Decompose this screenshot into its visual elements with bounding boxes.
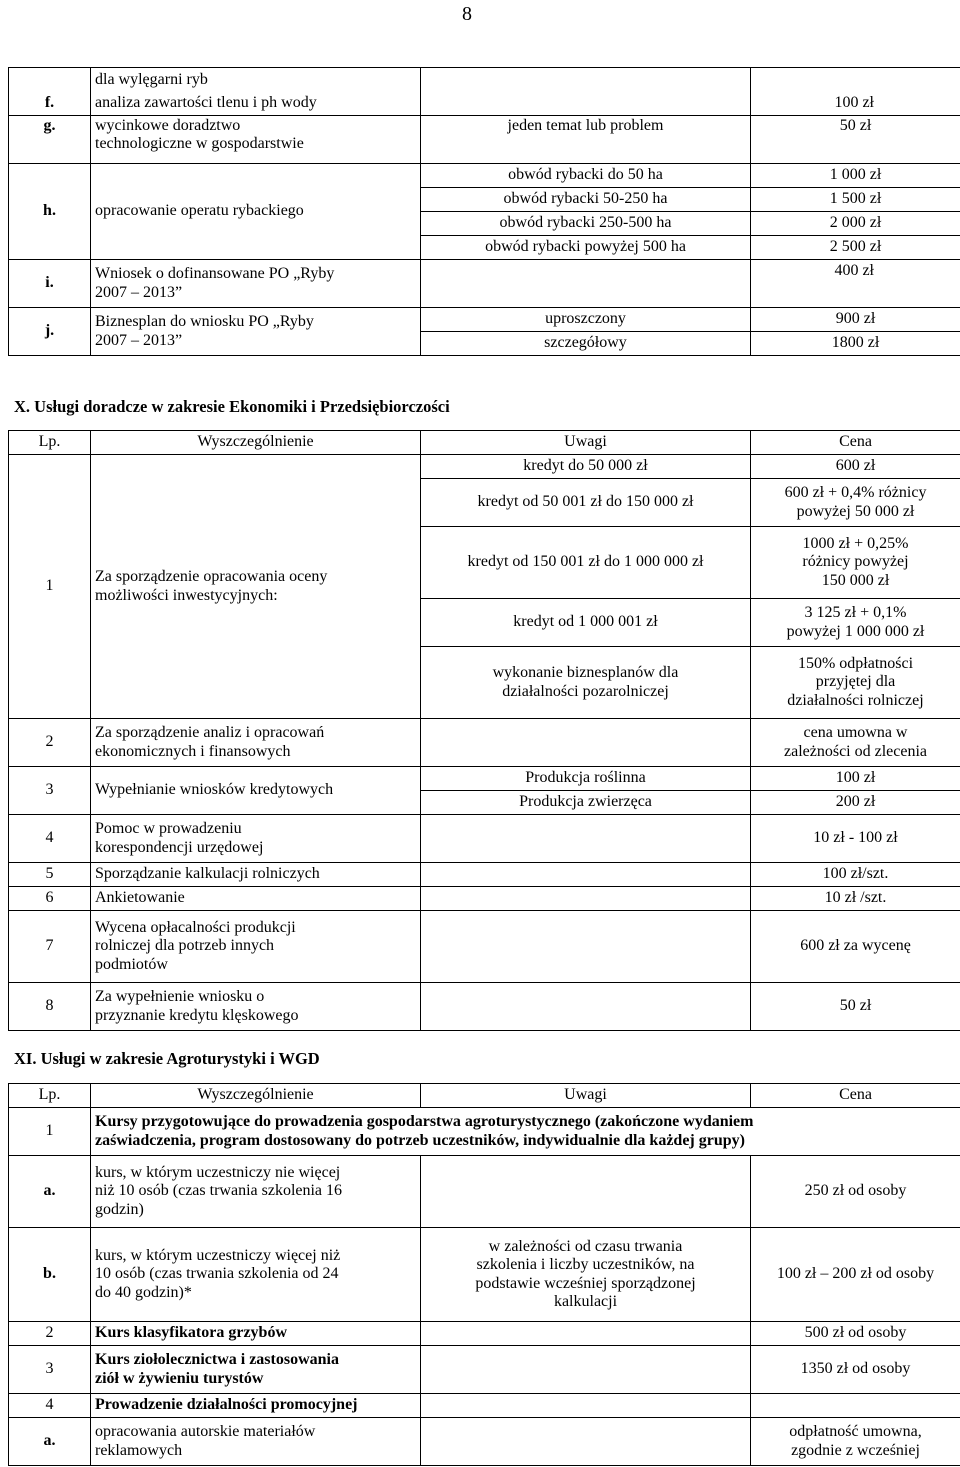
item-price: 600 zł za wycenę bbox=[751, 911, 960, 983]
lp-cell: 1 bbox=[9, 455, 91, 719]
item-price: 600 zł bbox=[751, 455, 960, 479]
item-price: 900 zł bbox=[751, 308, 960, 332]
item-name: opracowania autorskie materiałów reklamowych bbox=[91, 1418, 421, 1466]
item-name: Kurs klasyfikatora grzybów bbox=[91, 1322, 421, 1346]
item-note: obwód rybacki powyżej 500 ha bbox=[421, 236, 751, 260]
item-price: 100 zł/szt. bbox=[751, 863, 960, 887]
item-name: Ankietowanie bbox=[91, 887, 421, 911]
item-note: kredyt do 50 000 zł bbox=[421, 455, 751, 479]
item-price: 100 zł bbox=[751, 92, 960, 116]
section-xi-title: XI. Usługi w zakresie Agroturystyki i WGD bbox=[14, 1049, 320, 1068]
lp-cell: 4 bbox=[9, 1394, 91, 1418]
item-name: Pomoc w prowadzeniu korespondencji urzędowej bbox=[91, 815, 421, 863]
item-name: Prowadzenie działalności promocyjnej bbox=[91, 1394, 421, 1418]
item-name: kurs, w którym uczestniczy więcej niż 10 osób (czas trwania szkolenia od 24 do 40 godzin)* bbox=[91, 1228, 421, 1322]
lp-cell: i. bbox=[9, 260, 91, 308]
item-note: wykonanie biznesplanów dla działalności pozarolniczej bbox=[421, 647, 751, 719]
section-x-title: X. Usługi doradcze w zakresie Ekonomiki i Przedsiębiorczości bbox=[14, 397, 450, 416]
lp-cell: g. bbox=[9, 116, 91, 164]
item-name: wycinkowe doradztwo technologiczne w gospodarstwie bbox=[91, 116, 421, 164]
item-price: 1000 zł + 0,25% różnicy powyżej 150 000 zł bbox=[751, 527, 960, 599]
item-note: jeden temat lub problem bbox=[421, 116, 751, 164]
header-notes: Uwagi bbox=[421, 431, 751, 455]
item-note: szczegółowy bbox=[421, 332, 751, 356]
item-price: 100 zł – 200 zł od osoby bbox=[751, 1228, 960, 1322]
lp-cell: 5 bbox=[9, 863, 91, 887]
lp-cell: 8 bbox=[9, 983, 91, 1031]
header-lp: Lp. bbox=[9, 1084, 91, 1108]
header-name: Wyszczególnienie bbox=[91, 1084, 421, 1108]
lp-cell: j. bbox=[9, 308, 91, 356]
item-name: opracowanie operatu rybackiego bbox=[91, 164, 421, 260]
item-price: 1 500 zł bbox=[751, 188, 960, 212]
item-price: 1350 zł od osoby bbox=[751, 1346, 960, 1394]
item-note: w zależności od czasu trwania szkolenia i liczby uczestników, na podstawie wcześniej sporządzonej kalkulacji bbox=[421, 1228, 751, 1322]
header-price: Cena bbox=[751, 1084, 960, 1108]
item-price: 100 zł bbox=[751, 767, 960, 791]
item-name: dla wylęgarni ryb bbox=[91, 68, 421, 92]
item-note: obwód rybacki 250-500 ha bbox=[421, 212, 751, 236]
course-group-title: Kursy przygotowujące do prowadzenia gospodarstwa agroturystycznego (zakończone wydaniem zaświadczenia, program dostosowany do potrzeb uczestników, indywidualnie dla każdej grupy) bbox=[91, 1108, 960, 1156]
item-name: Wniosek o dofinansowane PO „Ryby 2007 – 2013” bbox=[91, 260, 421, 308]
lp-cell: 7 bbox=[9, 911, 91, 983]
item-price: 1 000 zł bbox=[751, 164, 960, 188]
item-price: 400 zł bbox=[751, 260, 960, 308]
item-price: cena umowna w zależności od zlecenia bbox=[751, 719, 960, 767]
header-lp: Lp. bbox=[9, 431, 91, 455]
item-note: kredyt od 50 001 zł do 150 000 zł bbox=[421, 479, 751, 527]
item-price: 150% odpłatności przyjętej dla działalności rolniczej bbox=[751, 647, 960, 719]
lp-cell: 4 bbox=[9, 815, 91, 863]
item-price: odpłatność umowna, zgodnie z wcześniej bbox=[751, 1418, 960, 1466]
lp-cell: 6 bbox=[9, 887, 91, 911]
item-price: 50 zł bbox=[751, 116, 960, 164]
lp-cell: 2 bbox=[9, 719, 91, 767]
agritourism-services-table bbox=[8, 1083, 960, 1466]
item-name: Za sporządzenie analiz i opracowań ekonomicznych i finansowych bbox=[91, 719, 421, 767]
item-name: Biznesplan do wniosku PO „Ryby 2007 – 2013” bbox=[91, 308, 421, 356]
item-price: 50 zł bbox=[751, 983, 960, 1031]
header-name: Wyszczególnienie bbox=[91, 431, 421, 455]
fishery-services-table bbox=[8, 67, 960, 356]
lp-cell: 3 bbox=[9, 767, 91, 815]
item-price: 500 zł od osoby bbox=[751, 1322, 960, 1346]
item-name: Za sporządzenie opracowania oceny możliwości inwestycyjnych: bbox=[91, 455, 421, 719]
item-name: Kurs ziołolecznictwa i zastosowania ziół w żywieniu turystów bbox=[91, 1346, 421, 1394]
item-note: obwód rybacki 50-250 ha bbox=[421, 188, 751, 212]
economics-services-table bbox=[8, 430, 960, 1031]
item-note: kredyt od 1 000 001 zł bbox=[421, 599, 751, 647]
lp-cell: 3 bbox=[9, 1346, 91, 1394]
item-name: Wycena opłacalności produkcji rolniczej dla potrzeb innych podmiotów bbox=[91, 911, 421, 983]
item-price: 2 000 zł bbox=[751, 212, 960, 236]
item-price: 200 zł bbox=[751, 791, 960, 815]
lp-cell: 1 bbox=[9, 1108, 91, 1156]
item-price: 250 zł od osoby bbox=[751, 1156, 960, 1228]
lp-cell: 2 bbox=[9, 1322, 91, 1346]
item-note: uproszczony bbox=[421, 308, 751, 332]
lp-cell: a. bbox=[9, 1156, 91, 1228]
item-note: Produkcja zwierzęca bbox=[421, 791, 751, 815]
item-name: Za wypełnienie wniosku o przyznanie kredytu klęskowego bbox=[91, 983, 421, 1031]
item-name: Wypełnianie wniosków kredytowych bbox=[91, 767, 421, 815]
item-price: 10 zł - 100 zł bbox=[751, 815, 960, 863]
lp-cell: h. bbox=[9, 164, 91, 260]
item-price: 600 zł + 0,4% różnicy powyżej 50 000 zł bbox=[751, 479, 960, 527]
item-price: 1800 zł bbox=[751, 332, 960, 356]
page-number: 8 bbox=[462, 3, 472, 25]
item-name: analiza zawartości tlenu i ph wody bbox=[91, 92, 421, 116]
lp-cell: a. bbox=[9, 1418, 91, 1466]
item-name: Sporządzanie kalkulacji rolniczych bbox=[91, 863, 421, 887]
lp-cell bbox=[9, 68, 91, 92]
lp-cell: f. bbox=[9, 92, 91, 116]
header-notes: Uwagi bbox=[421, 1084, 751, 1108]
item-note: Produkcja roślinna bbox=[421, 767, 751, 791]
lp-cell: b. bbox=[9, 1228, 91, 1322]
item-price: 3 125 zł + 0,1% powyżej 1 000 000 zł bbox=[751, 599, 960, 647]
item-note: kredyt od 150 001 zł do 1 000 000 zł bbox=[421, 527, 751, 599]
item-note: obwód rybacki do 50 ha bbox=[421, 164, 751, 188]
item-price: 10 zł /szt. bbox=[751, 887, 960, 911]
header-price: Cena bbox=[751, 431, 960, 455]
item-name: kurs, w którym uczestniczy nie więcej niż 10 osób (czas trwania szkolenia 16 godzin) bbox=[91, 1156, 421, 1228]
item-price: 2 500 zł bbox=[751, 236, 960, 260]
